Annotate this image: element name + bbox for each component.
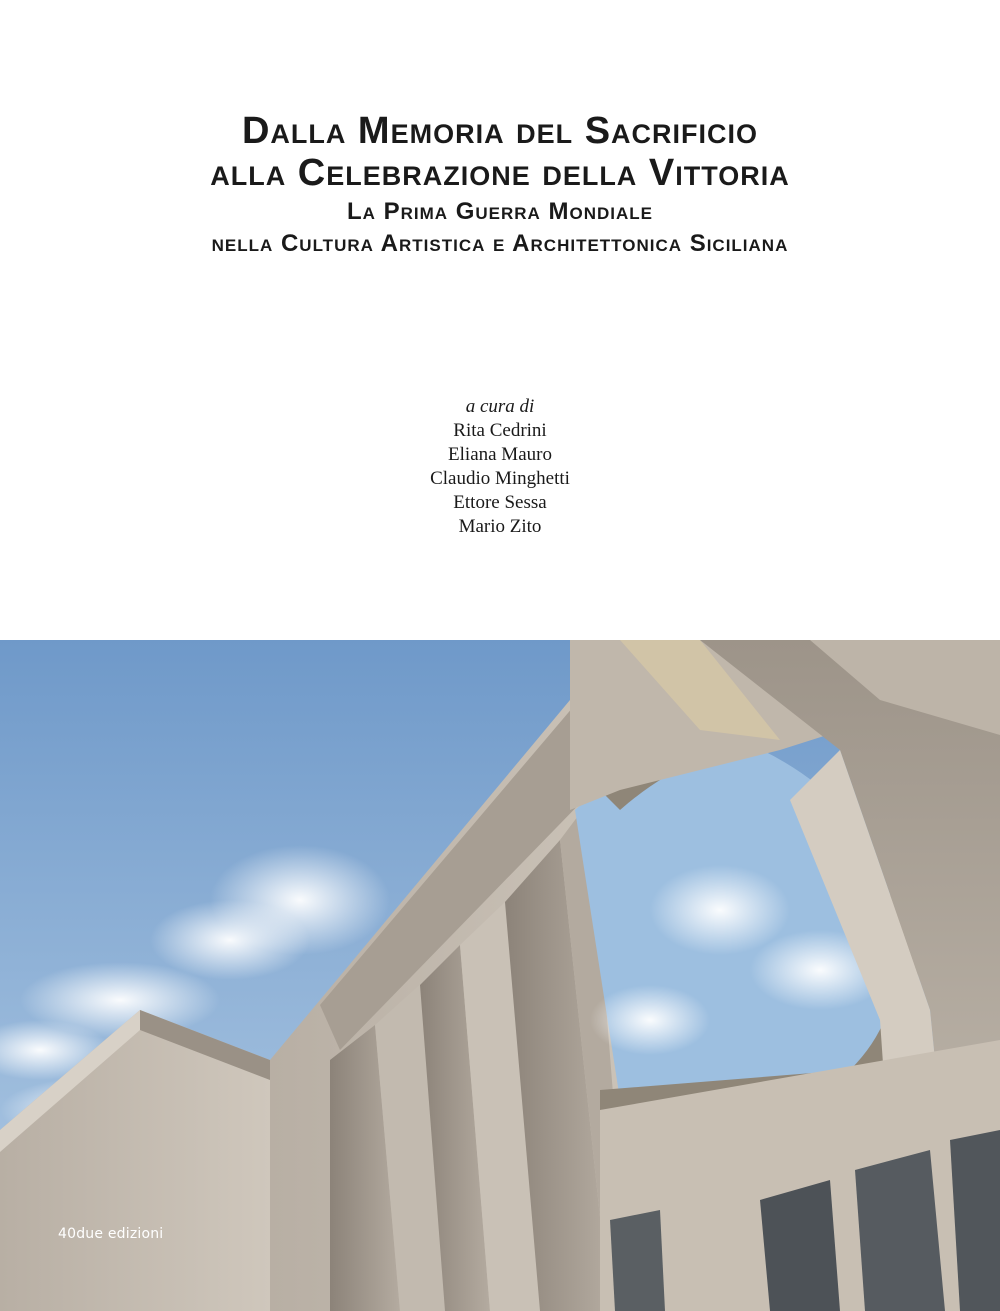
book-title-line-2: alla Celebrazione della Vittoria xyxy=(210,152,790,194)
book-subtitle-line-2: nella Cultura Artistica e Architettonica Siciliana xyxy=(211,230,789,257)
editor-name: Rita Cedrini xyxy=(453,420,547,441)
book-subtitle-line-1: La Prima Guerra Mondiale xyxy=(347,198,653,225)
editor-name: Ettore Sessa xyxy=(453,492,547,513)
title-block xyxy=(0,110,1000,260)
editors-block xyxy=(0,395,1000,539)
editor-name: Claudio Minghetti xyxy=(430,468,570,489)
publisher-name: 40due edizioni xyxy=(58,1226,164,1242)
book-title-line-1: Dalla Memoria del Sacrificio xyxy=(241,110,759,152)
editor-name: Eliana Mauro xyxy=(448,444,552,465)
cover-photo-monument xyxy=(0,640,1000,1311)
editor-name: Mario Zito xyxy=(458,516,542,537)
curated-by-label: a cura di xyxy=(465,396,535,417)
